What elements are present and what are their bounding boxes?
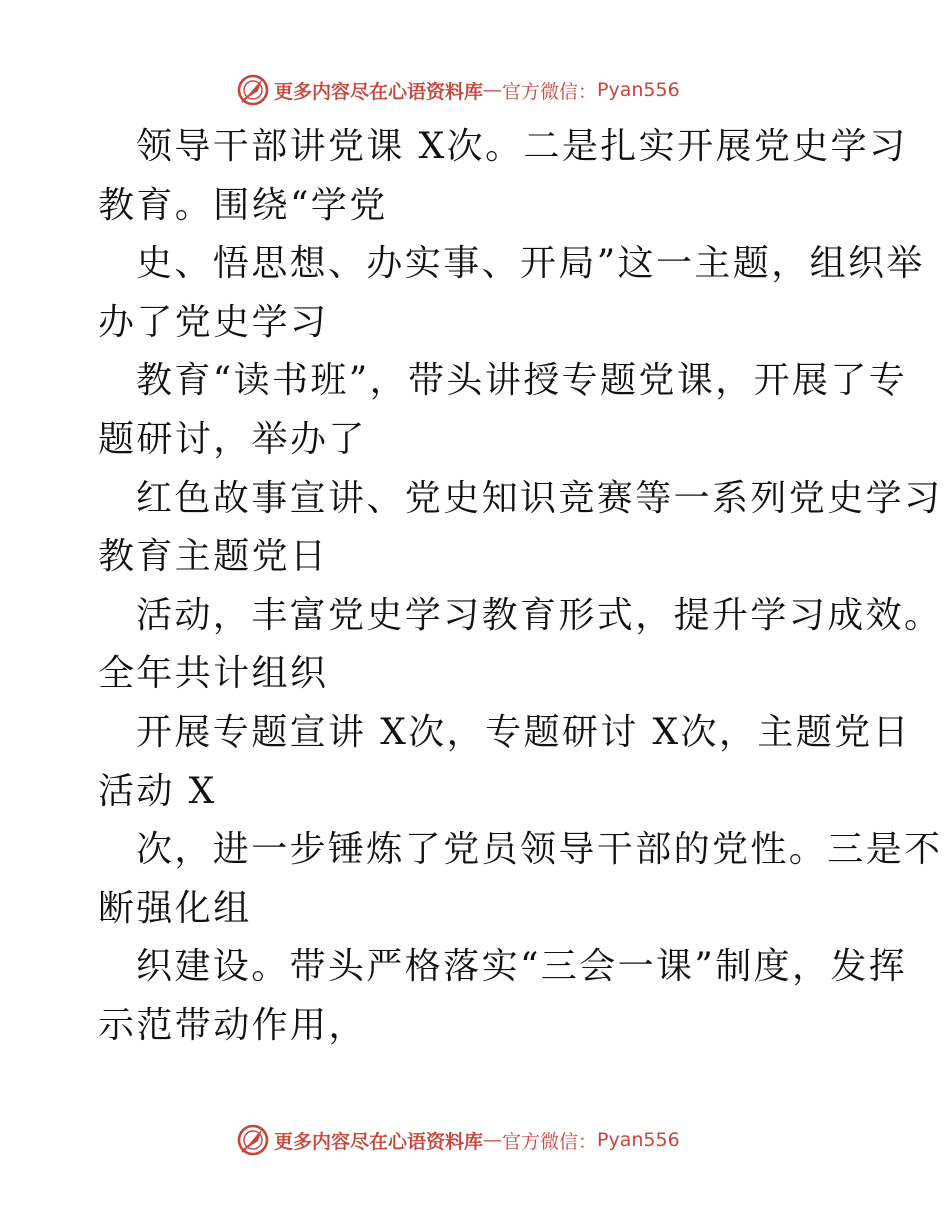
text-line: 题研讨，举办了	[98, 418, 367, 460]
header-wechat-label: 官方微信：	[502, 80, 598, 103]
footer-banner	[236, 1122, 680, 1158]
footer-separator: —	[483, 1129, 503, 1151]
text-line: 织建设。带头严格落实“三会一课”制度，发挥	[136, 946, 908, 988]
text-line: 开展专题宣讲 X次，专题研讨 X次，主题党日	[136, 711, 911, 753]
body-text	[98, 118, 943, 1056]
text-line: 教育。围绕“学党	[98, 184, 388, 226]
footer-wechat-id: Pyan556	[597, 1129, 680, 1151]
quill-circle-icon	[236, 73, 270, 107]
text-line: 次，进一步锤炼了党员领导干部的党性。三是不	[136, 829, 943, 871]
text-line: 办了党史学习	[98, 301, 329, 343]
text-line: 红色故事宣讲、党史知识竞赛等一系列党史学习	[136, 477, 943, 519]
footer-brand: 更多内容尽在心语资料库	[274, 1130, 484, 1153]
text-line: 示范带动作用，	[98, 1004, 367, 1046]
text-line: 教育主题党日	[98, 536, 329, 578]
text-line: 领导干部讲党课 X次。二是扎实开展党史学习	[136, 126, 908, 167]
text-line: 全年共计组织	[98, 653, 329, 695]
footer-wechat-label: 官方微信：	[502, 1130, 598, 1153]
quill-circle-icon	[236, 1123, 270, 1157]
header-brand: 更多内容尽在心语资料库	[274, 80, 484, 103]
header-wechat-id: Pyan556	[597, 79, 680, 101]
text-line: 教育“读书班”，带头讲授专题党课，开展了专	[136, 360, 908, 402]
text-line: 断强化组	[98, 887, 252, 929]
header-banner	[236, 72, 680, 108]
text-line: 史、悟思想、办实事、开局”这一主题，组织举	[136, 243, 925, 285]
text-line: 活动 X	[98, 770, 217, 812]
text-line: 活动，丰富党史学习教育形式，提升学习成效。	[136, 594, 943, 636]
header-separator: —	[483, 79, 503, 101]
